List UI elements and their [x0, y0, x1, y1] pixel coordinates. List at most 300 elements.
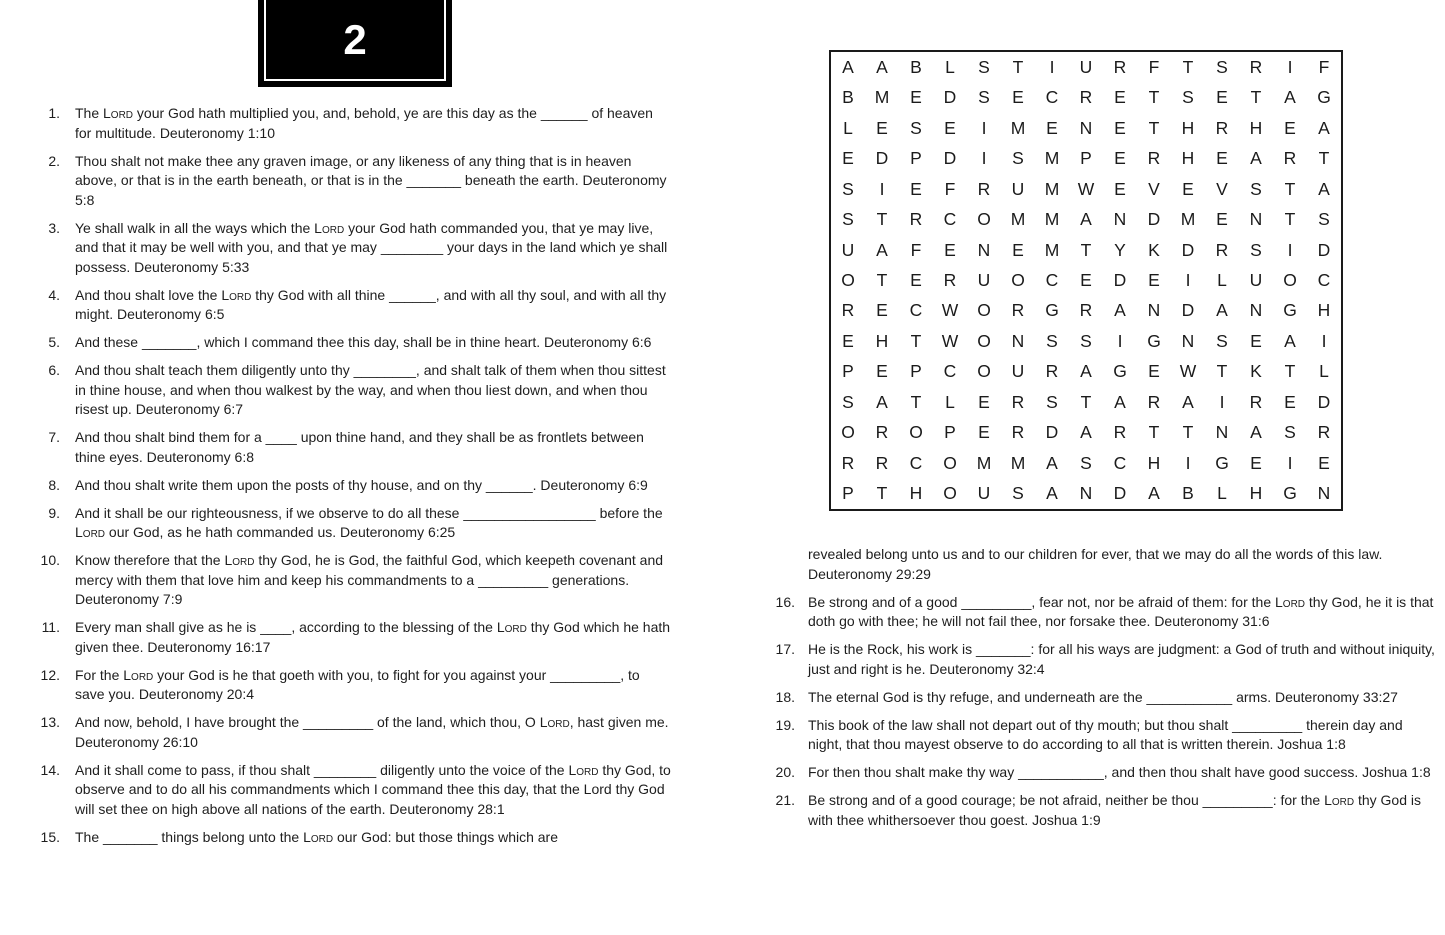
- grid-letter-r15c10: A: [1148, 483, 1160, 504]
- grid-letter-r12c5: E: [978, 391, 990, 412]
- grid-letter-r7c9: Y: [1114, 239, 1126, 260]
- grid-letter-r4c10: R: [1147, 148, 1161, 169]
- clue-text: And thou shalt love the Lord thy God with all thine ______, and with all thy soul, and with all thy might. Deuteronomy 6:5: [75, 286, 667, 322]
- grid-letter-r14c3: C: [909, 452, 923, 473]
- clue-item-7: [37, 428, 677, 467]
- grid-letter-r1c9: R: [1113, 56, 1127, 77]
- grid-letter-r14c9: C: [1113, 452, 1127, 473]
- clue-item-5: [37, 333, 677, 353]
- grid-letter-r1c4: L: [945, 56, 955, 77]
- grid-letter-r13c13: A: [1250, 422, 1262, 443]
- grid-letter-r11c2: E: [876, 361, 888, 382]
- grid-letter-r13c6: R: [1011, 422, 1025, 443]
- grid-letter-r5c8: W: [1077, 178, 1095, 199]
- grid-letter-r12c9: A: [1114, 391, 1126, 412]
- grid-letter-r12c15: D: [1317, 391, 1331, 412]
- grid-letter-r5c6: U: [1011, 178, 1025, 199]
- grid-letter-r10c2: H: [875, 330, 889, 351]
- grid-letter-r13c1: O: [841, 422, 855, 443]
- grid-letter-r10c1: E: [842, 330, 854, 351]
- grid-letter-r4c5: I: [981, 148, 987, 169]
- grid-letter-r4c14: R: [1283, 148, 1297, 169]
- grid-letter-r13c11: T: [1182, 422, 1194, 443]
- grid-letter-r3c5: I: [981, 117, 987, 138]
- grid-letter-r11c3: P: [910, 361, 922, 382]
- grid-letter-r2c8: R: [1079, 87, 1093, 108]
- grid-letter-r10c7: S: [1046, 330, 1058, 351]
- grid-letter-r14c1: R: [841, 452, 855, 473]
- grid-letter-r3c14: E: [1284, 117, 1296, 138]
- grid-letter-r7c7: M: [1044, 239, 1060, 260]
- grid-letter-r6c15: S: [1318, 209, 1330, 230]
- grid-letter-r13c9: R: [1113, 422, 1127, 443]
- clue-number: 8.: [48, 476, 60, 493]
- grid-letter-r1c2: A: [876, 56, 888, 77]
- clue-item-20: [771, 763, 1437, 783]
- grid-letter-r3c15: A: [1318, 117, 1330, 138]
- grid-letter-r6c4: C: [943, 209, 957, 230]
- clue-number: 6.: [48, 362, 60, 378]
- grid-letter-r4c2: D: [875, 148, 889, 169]
- grid-letter-r2c5: S: [978, 87, 990, 108]
- grid-letter-r9c9: A: [1114, 300, 1126, 321]
- grid-letter-r4c15: T: [1318, 148, 1330, 169]
- clue-text: The _______ things belong unto the Lord our God: but those things which are: [75, 828, 559, 845]
- grid-letter-r6c5: O: [977, 209, 991, 230]
- lord-smallcaps: Lord: [123, 666, 154, 683]
- grid-letter-r9c15: H: [1317, 300, 1331, 321]
- grid-letter-r3c10: T: [1148, 117, 1160, 138]
- lord-smallcaps: Lord: [224, 552, 255, 568]
- grid-letter-r2c4: D: [943, 87, 957, 108]
- grid-letter-r14c2: R: [875, 452, 889, 473]
- grid-letter-r8c10: E: [1148, 269, 1160, 290]
- clue-text: For then thou shalt make thy way ___________, and then thou shalt have good success. Joshua 1:8: [808, 764, 1431, 780]
- grid-letter-r6c3: R: [909, 209, 923, 230]
- grid-letter-r4c12: E: [1216, 148, 1228, 169]
- grid-letter-r14c6: M: [1010, 452, 1026, 473]
- clue-text: And it shall come to pass, if thou shalt ________ diligently unto the voice of the Lord thy God, to observe and to do all his commandments which I command thee this day, that the Lord thy God will set thee on high above all nations of the earth. Deuteronomy 28:1: [75, 761, 671, 817]
- grid-letter-r1c13: R: [1249, 56, 1263, 77]
- clue-item-6: [37, 361, 677, 420]
- grid-letter-r6c9: N: [1113, 209, 1127, 230]
- grid-letter-r15c7: A: [1046, 483, 1058, 504]
- grid-letter-r7c5: N: [977, 239, 991, 260]
- grid-letter-r12c11: A: [1182, 391, 1194, 412]
- grid-letter-r2c2: M: [874, 87, 890, 108]
- clue-number: 11.: [41, 619, 60, 635]
- clue-number: 1.: [48, 105, 60, 121]
- grid-letter-r4c3: P: [910, 148, 922, 169]
- grid-letter-r5c1: S: [842, 178, 854, 199]
- grid-letter-r11c7: R: [1045, 361, 1059, 382]
- grid-letter-r12c2: A: [876, 391, 888, 412]
- grid-letter-r11c14: T: [1284, 361, 1296, 382]
- grid-letter-r14c10: H: [1147, 452, 1161, 473]
- grid-letter-r15c2: T: [876, 483, 888, 504]
- grid-letter-r7c13: S: [1250, 239, 1262, 260]
- grid-letter-r10c14: A: [1284, 330, 1296, 351]
- grid-letter-r4c9: E: [1114, 148, 1126, 169]
- clue-item-3: [37, 219, 677, 278]
- grid-letter-r2c12: E: [1216, 87, 1228, 108]
- grid-letter-r5c13: S: [1250, 178, 1262, 199]
- grid-letter-r5c2: I: [879, 178, 885, 199]
- grid-letter-r3c11: H: [1181, 117, 1195, 138]
- grid-letter-r5c4: F: [944, 178, 956, 199]
- grid-letter-r3c13: H: [1249, 117, 1263, 138]
- grid-letter-r6c1: S: [842, 209, 854, 230]
- grid-letter-r2c1: B: [842, 87, 854, 108]
- grid-letter-r14c15: E: [1318, 452, 1330, 473]
- grid-letter-r14c8: S: [1080, 452, 1092, 473]
- lord-smallcaps: Lord: [1275, 593, 1306, 610]
- grid-letter-r15c13: H: [1249, 483, 1263, 504]
- clue-number: 14.: [40, 761, 60, 778]
- grid-letter-r6c11: M: [1180, 209, 1196, 230]
- grid-letter-r10c5: O: [977, 330, 991, 351]
- grid-letter-r4c11: H: [1181, 148, 1195, 169]
- clue-item-18: [771, 688, 1437, 708]
- grid-letter-r13c12: N: [1215, 422, 1229, 443]
- grid-letter-r7c1: U: [841, 239, 855, 260]
- grid-letter-r2c11: S: [1182, 87, 1194, 108]
- grid-letter-r7c12: R: [1215, 239, 1229, 260]
- clue-number: 18.: [775, 688, 795, 705]
- grid-letter-r12c10: R: [1147, 391, 1161, 412]
- grid-letter-r12c3: T: [910, 391, 922, 412]
- grid-letter-r6c2: T: [876, 209, 888, 230]
- clue-text: And thou shalt teach them diligently unto thy ________, and shalt talk of them when thou sittest in thine house, and when thou walkest by the way, and when thou liest down, and when thou risest up. Deuteronomy 6:7: [75, 362, 666, 417]
- clue-item-11: [37, 618, 677, 657]
- clue-number: 7.: [48, 429, 60, 445]
- grid-letter-r9c7: G: [1045, 300, 1059, 321]
- grid-letter-r10c12: S: [1216, 330, 1228, 351]
- grid-letter-r13c4: P: [944, 422, 956, 443]
- grid-letter-r1c14: I: [1287, 56, 1293, 77]
- grid-letter-r5c9: E: [1114, 178, 1126, 199]
- grid-letter-r3c1: L: [843, 117, 853, 138]
- grid-letter-r9c10: N: [1147, 300, 1161, 321]
- clue-number: 10.: [40, 552, 60, 568]
- clue-number: 21.: [775, 792, 795, 808]
- grid-letter-r1c10: F: [1148, 56, 1160, 77]
- lord-smallcaps: Lord: [103, 105, 134, 121]
- grid-letter-r8c14: O: [1283, 269, 1297, 290]
- word-search-grid: [829, 50, 1343, 511]
- grid-letter-r14c13: E: [1250, 452, 1262, 473]
- grid-letter-r15c3: H: [909, 483, 923, 504]
- grid-letter-r5c11: E: [1182, 178, 1194, 199]
- grid-letter-r3c9: E: [1114, 117, 1126, 138]
- grid-letter-r7c14: I: [1287, 239, 1293, 260]
- grid-letter-r1c1: A: [842, 56, 854, 77]
- grid-letter-r11c10: E: [1148, 361, 1160, 382]
- lesson-number-box: [258, 0, 452, 87]
- clue-text: And it shall be our righteousness, if we observe to do all these _________________ before the Lord our God, as he hath commanded us. Deuteronomy 6:25: [75, 504, 663, 540]
- grid-letter-r15c11: B: [1182, 483, 1194, 504]
- grid-letter-r15c4: O: [943, 483, 957, 504]
- lord-smallcaps: Lord: [75, 524, 106, 540]
- grid-letter-r8c2: T: [876, 269, 888, 290]
- grid-letter-r10c3: T: [910, 330, 922, 351]
- clue-number: 13.: [40, 714, 60, 730]
- clue-number: 12.: [40, 666, 60, 683]
- grid-letter-r10c15: I: [1321, 330, 1327, 351]
- grid-letter-r1c5: S: [978, 56, 990, 77]
- grid-letter-r7c6: E: [1012, 239, 1024, 260]
- grid-letter-r12c8: T: [1080, 391, 1092, 412]
- clue-item-1: [37, 104, 677, 143]
- grid-letter-r6c10: D: [1147, 209, 1161, 230]
- grid-letter-r10c6: N: [1011, 330, 1025, 351]
- grid-letter-r11c6: U: [1011, 361, 1025, 382]
- clue-item-15: [37, 828, 677, 848]
- clue-text: Every man shall give as he is ____, according to the blessing of the Lord thy God which he hath given thee. Deuteronomy 16:17: [75, 619, 671, 655]
- grid-letter-r8c6: O: [1011, 269, 1025, 290]
- grid-letter-r11c8: A: [1080, 361, 1092, 382]
- clue-list-right: [771, 545, 1437, 839]
- clue-text: The eternal God is thy refuge, and underneath are the ___________ arms. Deuteronomy 33:27: [808, 688, 1398, 705]
- clue-item-8: [37, 476, 677, 496]
- grid-letter-r13c15: R: [1317, 422, 1331, 443]
- grid-letter-r15c15: N: [1317, 483, 1331, 504]
- grid-letter-r7c8: T: [1080, 239, 1092, 260]
- grid-letter-r4c7: M: [1044, 148, 1060, 169]
- grid-letter-r6c7: M: [1044, 209, 1060, 230]
- clue-number: 15.: [40, 828, 60, 845]
- lesson-number: 2: [343, 16, 367, 63]
- clue-item-16: [771, 593, 1437, 632]
- grid-letter-r5c14: T: [1284, 178, 1296, 199]
- grid-letter-r13c5: E: [978, 422, 990, 443]
- clue-number: 19.: [775, 716, 795, 733]
- clue-item-21: [771, 791, 1437, 830]
- clue-text: And now, behold, I have brought the _________ of the land, which thou, O Lord, hast given me. Deuteronomy 26:10: [75, 714, 669, 750]
- grid-letter-r4c6: S: [1012, 148, 1024, 169]
- grid-letter-r11c1: P: [842, 361, 854, 382]
- clue-15-continuation-text: revealed belong unto us and to our children for ever, that we may do all the words of this law. Deuteronomy 29:29: [808, 546, 1383, 582]
- grid-letter-r7c3: F: [910, 239, 922, 260]
- grid-letter-r9c5: O: [977, 300, 991, 321]
- grid-letter-r2c6: E: [1012, 87, 1024, 108]
- grid-letter-r1c6: T: [1012, 56, 1024, 77]
- grid-letter-r8c4: R: [943, 269, 957, 290]
- lord-smallcaps: Lord: [568, 761, 599, 778]
- lord-smallcaps: Lord: [496, 619, 527, 635]
- grid-letter-r13c3: O: [909, 422, 923, 443]
- grid-letter-r3c7: E: [1046, 117, 1058, 138]
- clue-item-9: [37, 504, 677, 543]
- clue-text: He is the Rock, his work is _______: for all his ways are judgment: a God of truth and without iniquity, just and right is he. Deuteronomy 32:4: [808, 641, 1435, 677]
- grid-letter-r10c4: W: [941, 330, 959, 351]
- grid-letter-r15c6: S: [1012, 483, 1024, 504]
- grid-letter-r10c13: E: [1250, 330, 1262, 351]
- clue-text: This book of the law shall not depart out of thy mouth; but thou shalt _________ therein day and night, that thou mayest observe to do according to all that is written therein. Joshua 1:8: [808, 716, 1403, 752]
- grid-letter-r5c10: V: [1148, 178, 1160, 199]
- grid-letter-r15c12: L: [1217, 483, 1227, 504]
- clue-number: 16.: [775, 593, 795, 610]
- grid-letter-r13c10: T: [1148, 422, 1160, 443]
- grid-letter-r11c5: O: [977, 361, 991, 382]
- clue-text: And thou shalt write them upon the posts of thy house, and on thy ______. Deuteronomy 6:9: [75, 476, 648, 493]
- lord-smallcaps: Lord: [539, 714, 570, 730]
- grid-letter-r11c4: C: [943, 361, 957, 382]
- grid-letter-r15c5: U: [977, 483, 991, 504]
- grid-letter-r14c4: O: [943, 452, 957, 473]
- grid-letter-r3c8: N: [1079, 117, 1093, 138]
- grid-letter-r9c12: A: [1216, 300, 1228, 321]
- grid-letter-r15c14: G: [1283, 483, 1297, 504]
- grid-letter-r2c15: G: [1317, 87, 1331, 108]
- clue-number: 4.: [48, 286, 60, 303]
- grid-letter-r6c6: M: [1010, 209, 1026, 230]
- clue-number: 9.: [48, 504, 60, 521]
- grid-letter-r11c11: W: [1179, 361, 1197, 382]
- grid-letter-r14c12: G: [1215, 452, 1229, 473]
- clue-text: And thou shalt bind them for a ____ upon thine hand, and they shall be as frontlets between thine eyes. Deuteronomy 6:8: [75, 429, 644, 465]
- grid-letter-r14c14: I: [1287, 452, 1293, 473]
- clue-item-12: [37, 666, 677, 705]
- grid-letter-r4c1: E: [842, 148, 854, 169]
- clue-item-19: [771, 716, 1437, 755]
- grid-letter-r3c12: R: [1215, 117, 1229, 138]
- clue-number: 5.: [48, 334, 60, 350]
- clue-text: For the Lord your God is he that goeth with you, to fight for you against your _________, to save you. Deuteronomy 20:4: [75, 666, 640, 702]
- grid-letter-r12c13: R: [1249, 391, 1263, 412]
- clue-text: Be strong and of a good _________, fear not, nor be afraid of them: for the Lord thy God, he it is that doth go with thee; he will not fail thee, nor forsake thee. Deuteronomy 31:6: [808, 593, 1434, 629]
- clue-number: 17.: [775, 641, 795, 657]
- grid-letter-r11c15: L: [1319, 361, 1329, 382]
- grid-letter-r13c7: D: [1045, 422, 1059, 443]
- clue-number: 20.: [775, 764, 795, 780]
- grid-letter-r2c14: A: [1284, 87, 1296, 108]
- clue-text: Ye shall walk in all the ways which the Lord your God hath commanded you, that ye may live, and that it may be well with you, and that ye may ________ your days in the land which ye shall possess. Deuteronomy 5:33: [75, 219, 668, 275]
- grid-letter-r10c11: N: [1181, 330, 1195, 351]
- grid-letter-r14c11: I: [1185, 452, 1191, 473]
- grid-letter-r3c2: E: [876, 117, 888, 138]
- grid-letter-r12c6: R: [1011, 391, 1025, 412]
- grid-letter-r5c3: E: [910, 178, 922, 199]
- grid-letter-r5c15: A: [1318, 178, 1330, 199]
- grid-letter-r2c7: C: [1045, 87, 1059, 108]
- grid-letter-r8c11: I: [1185, 269, 1191, 290]
- grid-letter-r8c7: C: [1045, 269, 1059, 290]
- grid-letter-r11c9: G: [1113, 361, 1127, 382]
- grid-letter-r9c11: D: [1181, 300, 1195, 321]
- grid-letter-r12c4: L: [945, 391, 955, 412]
- grid-letter-r12c14: E: [1284, 391, 1296, 412]
- grid-letter-r9c13: N: [1249, 300, 1263, 321]
- clue-item-17: [771, 640, 1437, 679]
- clue-item-14: [37, 761, 677, 820]
- grid-letter-r12c7: S: [1046, 391, 1058, 412]
- clue-item-10: [37, 551, 677, 610]
- grid-letter-r3c6: M: [1010, 117, 1026, 138]
- lord-smallcaps: Lord: [314, 219, 345, 236]
- grid-letter-r10c10: G: [1147, 330, 1161, 351]
- grid-letter-r13c14: S: [1284, 422, 1296, 443]
- grid-letter-r4c8: P: [1080, 148, 1092, 169]
- grid-letter-r14c7: A: [1046, 452, 1058, 473]
- grid-letter-r8c1: O: [841, 269, 855, 290]
- grid-letter-r14c5: M: [976, 452, 992, 473]
- grid-letter-r4c4: D: [943, 148, 957, 169]
- grid-letter-r8c9: D: [1113, 269, 1127, 290]
- clue-text: And these _______, which I command thee this day, shall be in thine heart. Deuteronomy 6:6: [75, 334, 652, 350]
- lord-smallcaps: Lord: [221, 286, 252, 303]
- grid-letter-r8c8: E: [1080, 269, 1092, 290]
- grid-letter-r15c1: P: [842, 483, 854, 504]
- grid-letter-r9c6: R: [1011, 300, 1025, 321]
- grid-letter-r8c12: L: [1217, 269, 1227, 290]
- clue-text: Thou shalt not make thee any graven image, or any likeness of any thing that is in heaven above, or that is in the earth beneath, or that is in the _______ beneath the earth. Deuteronomy 5:8: [75, 152, 667, 208]
- grid-letter-r9c8: R: [1079, 300, 1093, 321]
- grid-letter-r2c3: E: [910, 87, 922, 108]
- grid-letter-r9c4: W: [941, 300, 959, 321]
- grid-letter-r9c2: E: [876, 300, 888, 321]
- grid-letter-r7c4: E: [944, 239, 956, 260]
- grid-letter-r9c3: C: [909, 300, 923, 321]
- grid-letter-r8c5: U: [977, 269, 991, 290]
- clue-number: 2.: [48, 152, 60, 169]
- grid-letter-r1c7: I: [1049, 56, 1055, 77]
- grid-letter-r5c5: R: [977, 178, 991, 199]
- grid-letter-r11c13: K: [1250, 361, 1262, 382]
- grid-letter-r3c3: S: [910, 117, 922, 138]
- grid-letter-r6c13: N: [1249, 209, 1263, 230]
- grid-letter-r2c9: E: [1114, 87, 1126, 108]
- grid-letter-r9c1: R: [841, 300, 855, 321]
- grid-letter-r7c10: K: [1148, 239, 1160, 260]
- grid-letter-r12c1: S: [842, 391, 854, 412]
- grid-letter-r13c2: R: [875, 422, 889, 443]
- grid-letter-r11c12: T: [1216, 361, 1228, 382]
- grid-letter-r6c12: E: [1216, 209, 1228, 230]
- grid-letter-r1c11: T: [1182, 56, 1194, 77]
- grid-letter-r8c13: U: [1249, 269, 1263, 290]
- grid-letter-r8c3: E: [910, 269, 922, 290]
- clue-text: The Lord your God hath multiplied you, and, behold, ye are this day as the ______ of heaven for multitude. Deuteronomy 1:10: [75, 105, 653, 141]
- grid-letter-r7c11: D: [1181, 239, 1195, 260]
- clue-item-13: [37, 713, 677, 752]
- clue-number: 3.: [48, 219, 60, 236]
- grid-letter-r4c13: A: [1250, 148, 1262, 169]
- clue-item-2: [37, 152, 677, 211]
- grid-letter-r1c15: F: [1318, 56, 1330, 77]
- grid-letter-r9c14: G: [1283, 300, 1297, 321]
- grid-letter-r5c12: V: [1216, 178, 1228, 199]
- grid-letter-r8c15: C: [1317, 269, 1331, 290]
- grid-letter-r3c4: E: [944, 117, 956, 138]
- grid-letter-r5c7: M: [1044, 178, 1060, 199]
- lord-smallcaps: Lord: [1324, 792, 1355, 808]
- grid-letter-r1c8: U: [1079, 56, 1093, 77]
- grid-letter-r2c13: T: [1250, 87, 1262, 108]
- clue-text: Be strong and of a good courage; be not afraid, neither be thou _________: for the Lord thy God is with thee whithersoever thou goest. Joshua 1:9: [808, 792, 1421, 828]
- grid-letter-r15c8: N: [1079, 483, 1093, 504]
- grid-letter-r7c2: A: [876, 239, 888, 260]
- clue-text: Know therefore that the Lord thy God, he is God, the faithful God, which keepeth covenant and mercy with them that love him and keep his commandments to a _________ generations. Deuteronomy 7:9: [75, 552, 664, 607]
- grid-letter-r6c14: T: [1284, 209, 1296, 230]
- lord-smallcaps: Lord: [303, 828, 334, 845]
- grid-letter-r2c10: T: [1148, 87, 1160, 108]
- grid-letter-r12c12: I: [1219, 391, 1225, 412]
- grid-letter-r15c9: D: [1113, 483, 1127, 504]
- grid-letter-r10c8: S: [1080, 330, 1092, 351]
- grid-letter-r13c8: A: [1080, 422, 1092, 443]
- grid-letter-r1c12: S: [1216, 56, 1228, 77]
